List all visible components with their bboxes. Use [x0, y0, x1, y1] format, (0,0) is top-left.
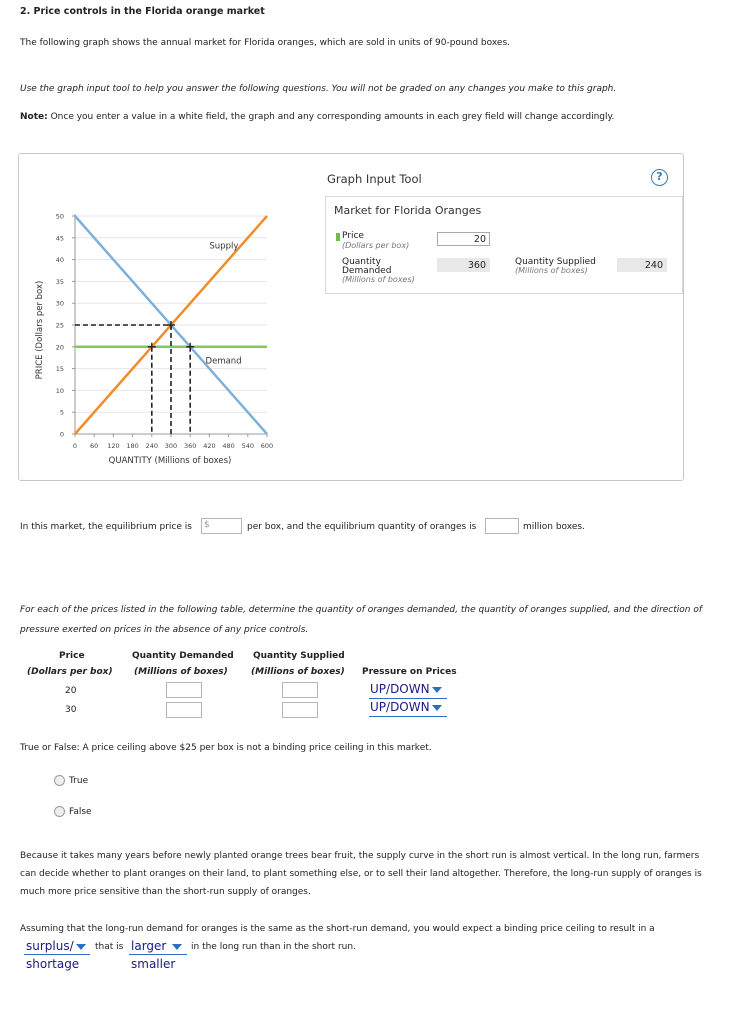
qd-field-units: (Millions of boxes)	[342, 275, 415, 284]
final-mid-text: that is	[95, 942, 124, 952]
eq-text-1: In this market, the equilibrium price is	[20, 522, 192, 532]
th-qs-units: (Millions of boxes)	[251, 667, 345, 677]
y-tick-label-25: 25	[55, 321, 64, 330]
chart-guides	[75, 321, 194, 434]
row2-price: 30	[65, 705, 77, 715]
qd-field-label-1: Quantity	[342, 257, 381, 267]
paragraph-line-2: can decide whether to plant oranges on their land, to plant something else, or to sell their land altogether. Therefore, the long-run supply of oranges is	[20, 869, 702, 879]
chevron-down-icon	[76, 944, 86, 950]
outcome-dropdown[interactable]	[26, 939, 86, 953]
dollar-sign: $	[204, 520, 210, 530]
qs-field-units: (Millions of boxes)	[515, 266, 588, 275]
x-tick-label-0: 0	[72, 442, 78, 450]
outcome-underline	[24, 954, 90, 955]
size-dropdown[interactable]	[131, 939, 182, 953]
x-tick-label-180: 180	[126, 442, 139, 450]
row1-price: 20	[65, 686, 77, 696]
demand-label: Demand	[205, 356, 242, 367]
row1-pressure-label: UP/DOWN	[370, 682, 430, 696]
x-tick-label-300: 300	[164, 442, 178, 450]
final-question-line: Assuming that the long-run demand for oranges is the same as the short-run demand, you would expect a binding price ceiling to result in a	[20, 924, 655, 934]
true-false-question: True or False: A price ceiling above $25 per box is not a binding price ceiling in this market.	[20, 743, 432, 753]
x-tick-label-240: 240	[145, 442, 159, 450]
y-tick-label-15: 15	[55, 365, 64, 374]
graph-tool-title: Graph Input Tool	[327, 172, 422, 186]
eq-text-3: million boxes.	[523, 522, 585, 532]
row2-qs-input[interactable]	[282, 702, 318, 718]
outcome-option-1: surplus/	[26, 939, 74, 953]
outcome-option-2: shortage	[26, 957, 80, 971]
x-tick-label-360: 360	[183, 442, 197, 450]
equilibrium-price-input[interactable]	[201, 518, 242, 534]
y-tick-label-5: 5	[59, 408, 64, 417]
row2-qd-input[interactable]	[166, 702, 202, 718]
radio-true[interactable]	[54, 775, 65, 786]
th-price-units: (Dollars per box)	[27, 667, 113, 677]
table-instruction-1: For each of the prices listed in the following table, determine the quantity of oranges demanded, the quantity of oranges supplied, and the direction of	[20, 605, 703, 615]
qd-field-label-2: Demanded	[342, 266, 392, 276]
price-field-label: Price	[342, 231, 364, 241]
row2-pressure-underline	[369, 716, 447, 717]
y-tick-label-10: 10	[55, 386, 64, 395]
graph-tool-panel	[325, 196, 683, 294]
final-end-text: in the long run than in the short run.	[191, 942, 356, 952]
note-body: Once you enter a value in a white field, the graph and any corresponding amounts in each grey field will change accordingly.	[47, 112, 615, 122]
row2-pressure-dropdown[interactable]	[370, 700, 442, 714]
x-tick-label-540: 540	[241, 442, 255, 450]
x-tick-label-60: 60	[90, 442, 99, 450]
question-title: 2. Price controls in the Florida orange market	[20, 6, 265, 17]
paragraph-line-1: Because it takes many years before newly planted orange trees bear fruit, the supply curve in the short run is almost vertical. In the long run, farmers	[20, 851, 700, 861]
th-qd-units: (Millions of boxes)	[134, 667, 228, 677]
chevron-down-icon	[172, 944, 182, 950]
y-tick-label-35: 35	[55, 277, 64, 286]
quantity-supplied-value: 240	[617, 258, 667, 272]
paragraph-line-3: much more price sensitive than the short-run supply of oranges.	[20, 887, 311, 897]
radio-false[interactable]	[54, 806, 65, 817]
instruction-text: Use the graph input tool to help you answer the following questions. You will not be graded on any changes you make to this graph.	[20, 84, 617, 94]
table-instruction-2: pressure exerted on prices in the absence of any price controls.	[20, 625, 309, 635]
qs-field-label: Quantity Supplied	[515, 257, 596, 267]
price-input[interactable]: 20	[437, 232, 490, 246]
x-tick-label-600: 600	[260, 442, 274, 450]
size-underline	[129, 954, 187, 955]
market-chart	[0, 150, 320, 466]
note-text	[20, 112, 614, 122]
option-false-label: False	[69, 807, 92, 817]
eq-text-2: per box, and the equilibrium quantity of oranges is	[247, 522, 477, 532]
row1-qs-input[interactable]	[282, 682, 318, 698]
y-tick-label-40: 40	[55, 256, 64, 265]
price-field-units: (Dollars per box)	[342, 241, 410, 250]
note-label: Note:	[20, 112, 48, 122]
y-tick-label-20: 20	[55, 343, 64, 352]
y-tick-label-50: 50	[55, 212, 64, 221]
chevron-down-icon	[432, 687, 442, 693]
row1-qd-input[interactable]	[166, 682, 202, 698]
y-tick-label-45: 45	[55, 234, 64, 243]
th-pressure: Pressure on Prices	[362, 667, 457, 677]
option-true-label: True	[69, 776, 89, 786]
row2-pressure-label: UP/DOWN	[370, 700, 430, 714]
market-title: Market for Florida Oranges	[334, 204, 482, 217]
supply-label: Supply	[209, 241, 239, 252]
row1-pressure-dropdown[interactable]	[370, 682, 442, 696]
x-tick-label-420: 420	[203, 442, 216, 450]
question-intro: The following graph shows the annual market for Florida oranges, which are sold in units of 90-pound boxes.	[20, 38, 510, 48]
quantity-demanded-value: 360	[437, 258, 490, 272]
y-tick-label-30: 30	[55, 299, 64, 308]
th-qs: Quantity Supplied	[253, 651, 345, 661]
size-option-1: larger	[131, 939, 167, 953]
help-icon[interactable]: ?	[651, 169, 668, 186]
chevron-down-icon	[432, 705, 442, 711]
equilibrium-quantity-input[interactable]	[485, 518, 519, 534]
y-axis-label: PRICE (Dollars per box)	[35, 280, 45, 380]
x-tick-label-480: 480	[222, 442, 235, 450]
price-marker-icon	[336, 233, 340, 241]
row1-pressure-underline	[369, 698, 447, 699]
th-price: Price	[59, 651, 85, 661]
th-qd: Quantity Demanded	[132, 651, 234, 661]
x-tick-label-120: 120	[107, 442, 120, 450]
x-axis-label: QUANTITY (Millions of boxes)	[108, 456, 232, 466]
size-option-2: smaller	[131, 957, 176, 971]
y-tick-label-0: 0	[59, 430, 64, 439]
